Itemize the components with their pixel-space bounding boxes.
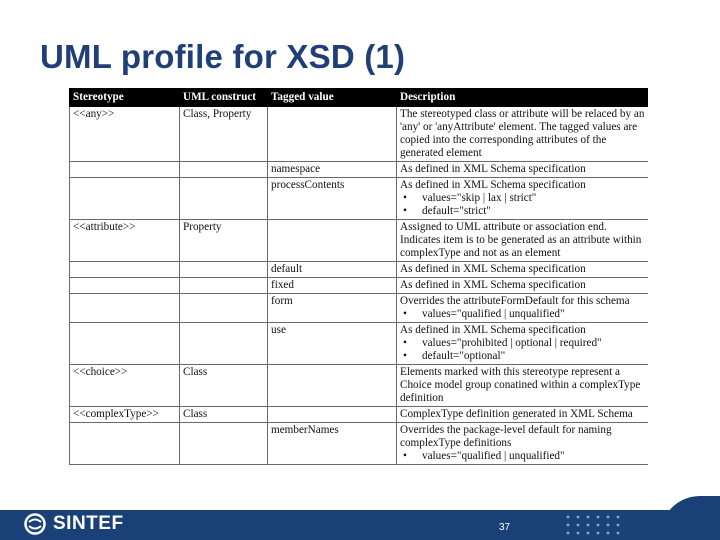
cell-uml-construct xyxy=(180,423,268,465)
cell-tagged-value xyxy=(268,107,397,162)
description-bullet: • default="optional" xyxy=(400,350,645,363)
cell-stereotype: <<complexType>> xyxy=(70,407,180,423)
cell-tagged-value: namespace xyxy=(268,162,397,178)
cell-tagged-value: use xyxy=(268,323,397,365)
cell-description xyxy=(397,365,649,407)
table-row xyxy=(70,423,649,465)
table-row xyxy=(70,178,649,220)
cell-description xyxy=(397,220,649,262)
table-row xyxy=(70,262,649,278)
description-text: As defined in XML Schema specification xyxy=(400,279,586,291)
cell-stereotype xyxy=(70,423,180,465)
cell-tagged-value xyxy=(268,220,397,262)
column-header-description: Description xyxy=(397,89,649,107)
table-row xyxy=(70,162,649,178)
table-header-row xyxy=(70,89,649,107)
cell-description xyxy=(397,162,649,178)
table-row xyxy=(70,107,649,162)
cell-tagged-value: default xyxy=(268,262,397,278)
cell-stereotype xyxy=(70,178,180,220)
description-bullet: • values="skip | lax | strict" xyxy=(400,192,645,205)
cell-stereotype xyxy=(70,262,180,278)
stereotype-table-container xyxy=(69,88,648,540)
cell-description xyxy=(397,407,649,423)
description-bullet: • default="strict" xyxy=(400,205,645,218)
cell-description xyxy=(397,423,649,465)
page-number: 37 xyxy=(499,522,511,533)
description-text: Elements marked with this stereotype represent a Choice model group conatined within a complexType definition xyxy=(400,366,641,404)
cell-uml-construct xyxy=(180,294,268,323)
table-row xyxy=(70,294,649,323)
cell-tagged-value: form xyxy=(268,294,397,323)
table-row xyxy=(70,407,649,423)
description-text: ComplexType definition generated in XML Schema xyxy=(400,408,633,420)
cell-stereotype xyxy=(70,278,180,294)
table-body xyxy=(70,107,649,465)
description-bullet-list xyxy=(400,337,645,363)
footer-corner-curve xyxy=(660,496,720,540)
cell-description xyxy=(397,278,649,294)
cell-description xyxy=(397,107,649,162)
cell-stereotype: <<choice>> xyxy=(70,365,180,407)
cell-tagged-value: processContents xyxy=(268,178,397,220)
cell-uml-construct xyxy=(180,162,268,178)
cell-tagged-value: fixed xyxy=(268,278,397,294)
description-bullet-list xyxy=(400,308,645,321)
table-row xyxy=(70,220,649,262)
description-bullet-list xyxy=(400,450,645,463)
cell-stereotype xyxy=(70,323,180,365)
cell-uml-construct: Property xyxy=(180,220,268,262)
description-text: As defined in XML Schema specification xyxy=(400,324,586,336)
description-bullet: • values="prohibited | optional | required" xyxy=(400,337,645,350)
description-text: As defined in XML Schema specification xyxy=(400,163,586,175)
decorative-dot-grid xyxy=(563,513,623,537)
table-row xyxy=(70,365,649,407)
cell-uml-construct xyxy=(180,323,268,365)
description-text: As defined in XML Schema specification xyxy=(400,263,586,275)
table-row xyxy=(70,323,649,365)
description-text: Overrides the package-level default for naming complexType definitions xyxy=(400,424,612,449)
cell-uml-construct xyxy=(180,262,268,278)
sintef-logo-icon xyxy=(24,513,46,535)
cell-description xyxy=(397,262,649,278)
cell-stereotype xyxy=(70,162,180,178)
cell-description xyxy=(397,294,649,323)
cell-uml-construct: Class xyxy=(180,365,268,407)
slide-title: UML profile for XSD (1) xyxy=(40,38,406,75)
cell-tagged-value: memberNames xyxy=(268,423,397,465)
logo-text: SINTEF xyxy=(53,513,124,534)
cell-tagged-value xyxy=(268,365,397,407)
table-row xyxy=(70,278,649,294)
column-header-stereotype: Stereotype xyxy=(70,89,180,107)
cell-uml-construct xyxy=(180,178,268,220)
sintef-logo xyxy=(24,513,124,535)
cell-tagged-value xyxy=(268,407,397,423)
cell-uml-construct: Class, Property xyxy=(180,107,268,162)
description-text: Overrides the attributeFormDefault for this schema xyxy=(400,295,630,307)
cell-stereotype: <<any>> xyxy=(70,107,180,162)
description-text: The stereotyped class or attribute will be relaced by an 'any' or 'anyAttribute' element. The tagged values are copied into the corresponding attributes of the generated element xyxy=(400,108,645,159)
column-header-tagged-value: Tagged value xyxy=(268,89,397,107)
description-text: As defined in XML Schema specification xyxy=(400,179,586,191)
cell-stereotype: <<attribute>> xyxy=(70,220,180,262)
cell-description xyxy=(397,178,649,220)
stereotype-table xyxy=(69,88,648,465)
description-text: Assigned to UML attribute or association end. Indicates item is to be generated as an attribute within complexType and not as an element xyxy=(400,221,642,259)
cell-description xyxy=(397,323,649,365)
description-bullet: • values="qualified | unqualified" xyxy=(400,308,645,321)
description-bullet: • values="qualified | unqualified" xyxy=(400,450,645,463)
column-header-uml-construct: UML construct xyxy=(180,89,268,107)
cell-uml-construct xyxy=(180,278,268,294)
cell-uml-construct: Class xyxy=(180,407,268,423)
description-bullet-list xyxy=(400,192,645,218)
cell-stereotype xyxy=(70,294,180,323)
